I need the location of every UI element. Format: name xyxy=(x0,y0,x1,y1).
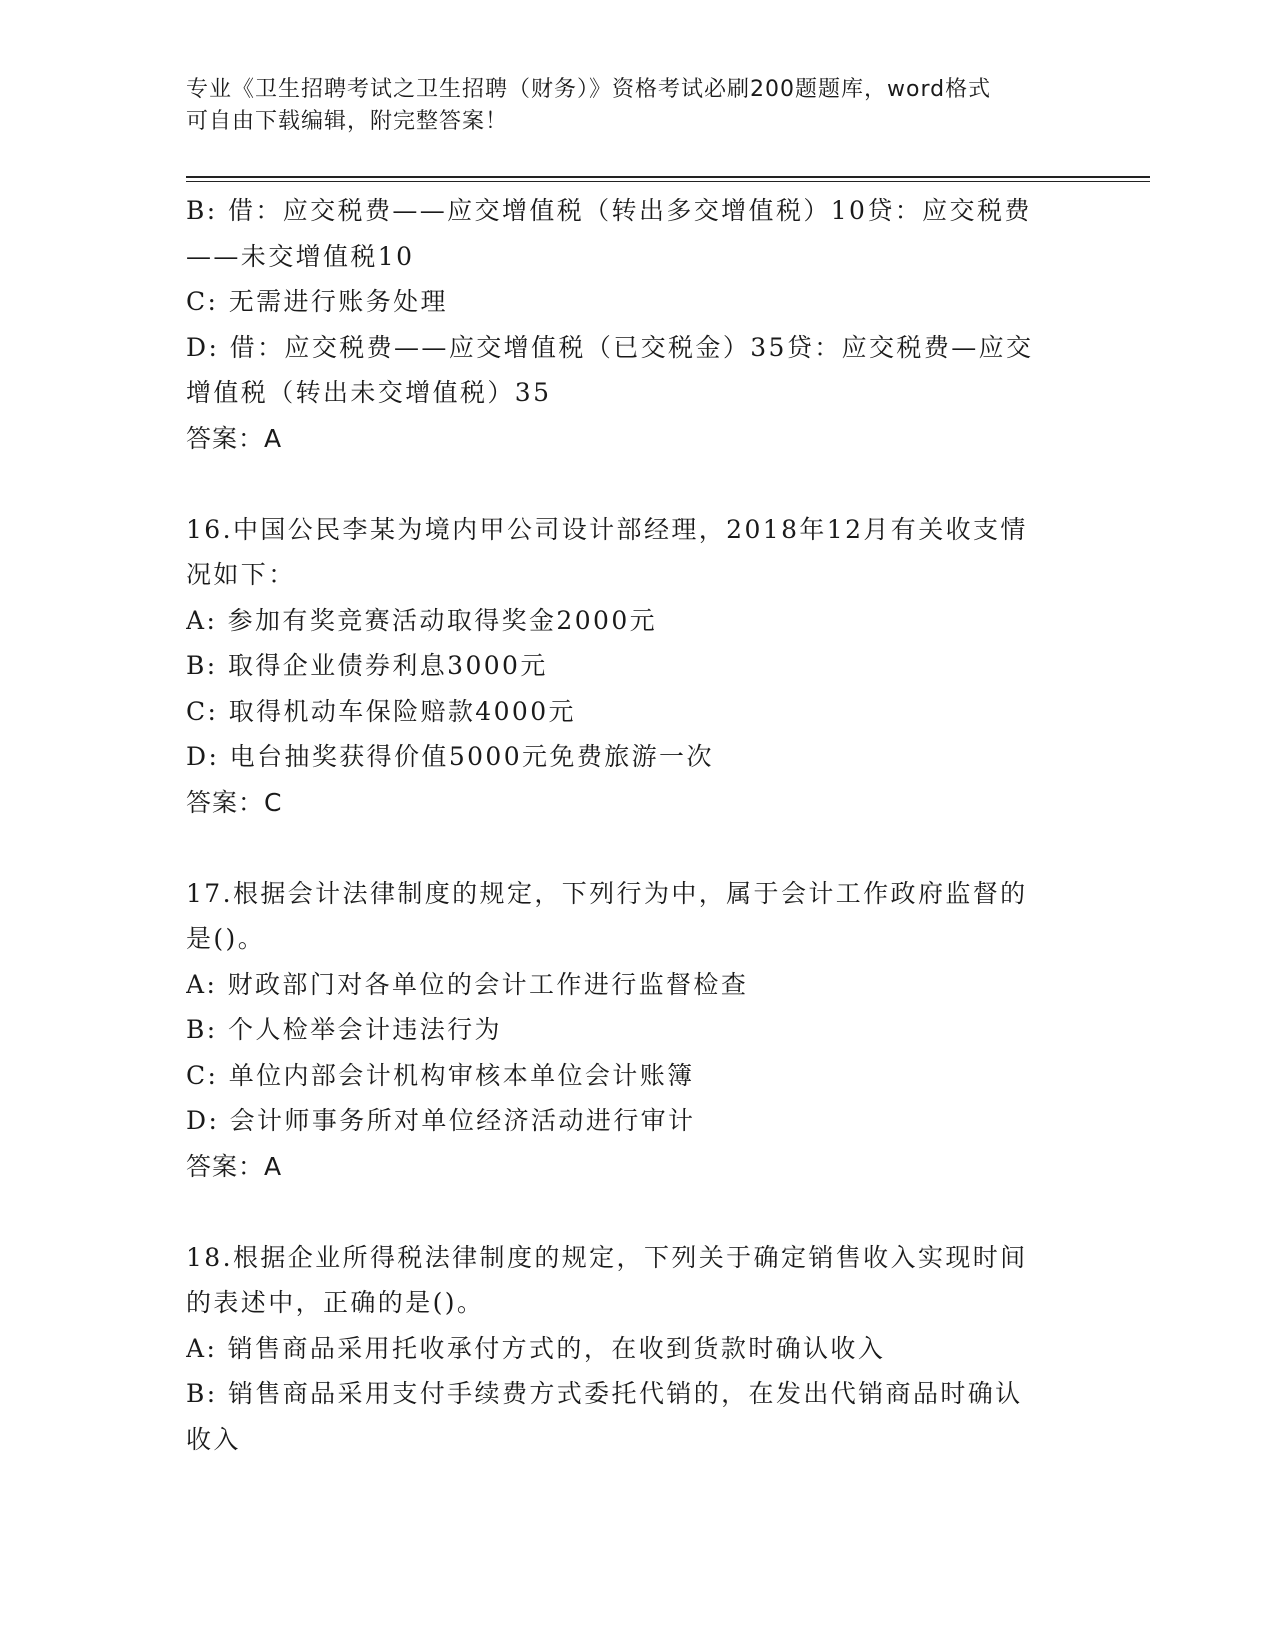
question-18-block xyxy=(186,1235,1086,1463)
option-d: D: 电台抽奖获得价值5000元免费旅游一次 xyxy=(186,742,714,771)
option-b-line-2: ——未交增值税10 xyxy=(186,241,415,271)
question-stem-line-2: 的表述中，正确的是()。 xyxy=(186,1288,485,1317)
option-d-line-2: 增值税（转出未交增值税）35 xyxy=(186,378,552,407)
option-c: C: 取得机动车保险赔款4000元 xyxy=(186,696,576,726)
spacer xyxy=(186,825,1086,871)
header-divider-thick xyxy=(186,176,1150,178)
document-header xyxy=(186,74,1066,138)
answer: 答案：C xyxy=(186,787,283,817)
question-stem-line-1: 18.根据企业所得税法律制度的规定，下列关于确定销售收入实现时间 xyxy=(186,1242,1028,1272)
question-stem-line-1: 16.中国公民李某为境内甲公司设计部经理，2018年12月有关收支情 xyxy=(186,514,1028,544)
header-line-2: 可自由下载编辑，附完整答案！ xyxy=(186,109,509,134)
option-a: A: 参加有奖竞赛活动取得奖金2000元 xyxy=(186,605,658,635)
question-stem-line-2: 况如下： xyxy=(186,560,296,589)
option-c: C: 单位内部会计机构审核本单位会计账簿 xyxy=(186,1060,695,1090)
answer: 答案：A xyxy=(186,1151,283,1181)
option-b-line-1: B: 销售商品采用支付手续费方式委托代销的，在发出代销商品时确认 xyxy=(186,1379,1023,1408)
header-line-1: 专业《卫生招聘考试之卫生招聘（财务）》资格考试必刷200题题库，word格式 xyxy=(186,77,992,102)
spacer xyxy=(186,1189,1086,1235)
option-a: A: 销售商品采用托收承付方式的，在收到货款时确认收入 xyxy=(186,1333,886,1363)
option-a: A: 财政部门对各单位的会计工作进行监督检查 xyxy=(186,969,749,999)
option-b-line-2: 收入 xyxy=(186,1424,241,1454)
option-b: B: 取得企业债券利息3000元 xyxy=(186,651,548,680)
option-b-line-1: B: 借：应交税费——应交增值税（转出多交增值税）10贷：应交税费 xyxy=(186,196,1032,225)
header-divider-thin xyxy=(186,181,1150,182)
question-content xyxy=(186,188,1086,1462)
option-d-line-1: D: 借：应交税费——应交增值税（已交税金）35贷：应交税费—应交 xyxy=(186,332,1034,362)
spacer xyxy=(186,461,1086,507)
answer: 答案：A xyxy=(186,423,283,453)
question-16-block xyxy=(186,507,1086,826)
option-b: B: 个人检举会计违法行为 xyxy=(186,1015,502,1044)
prev-question-block xyxy=(186,188,1086,461)
option-c: C: 无需进行账务处理 xyxy=(186,287,448,316)
question-stem-line-2: 是()。 xyxy=(186,924,266,953)
question-17-block xyxy=(186,871,1086,1190)
question-stem-line-1: 17.根据会计法律制度的规定，下列行为中，属于会计工作政府监督的 xyxy=(186,878,1028,908)
option-d: D: 会计师事务所对单位经济活动进行审计 xyxy=(186,1106,696,1135)
